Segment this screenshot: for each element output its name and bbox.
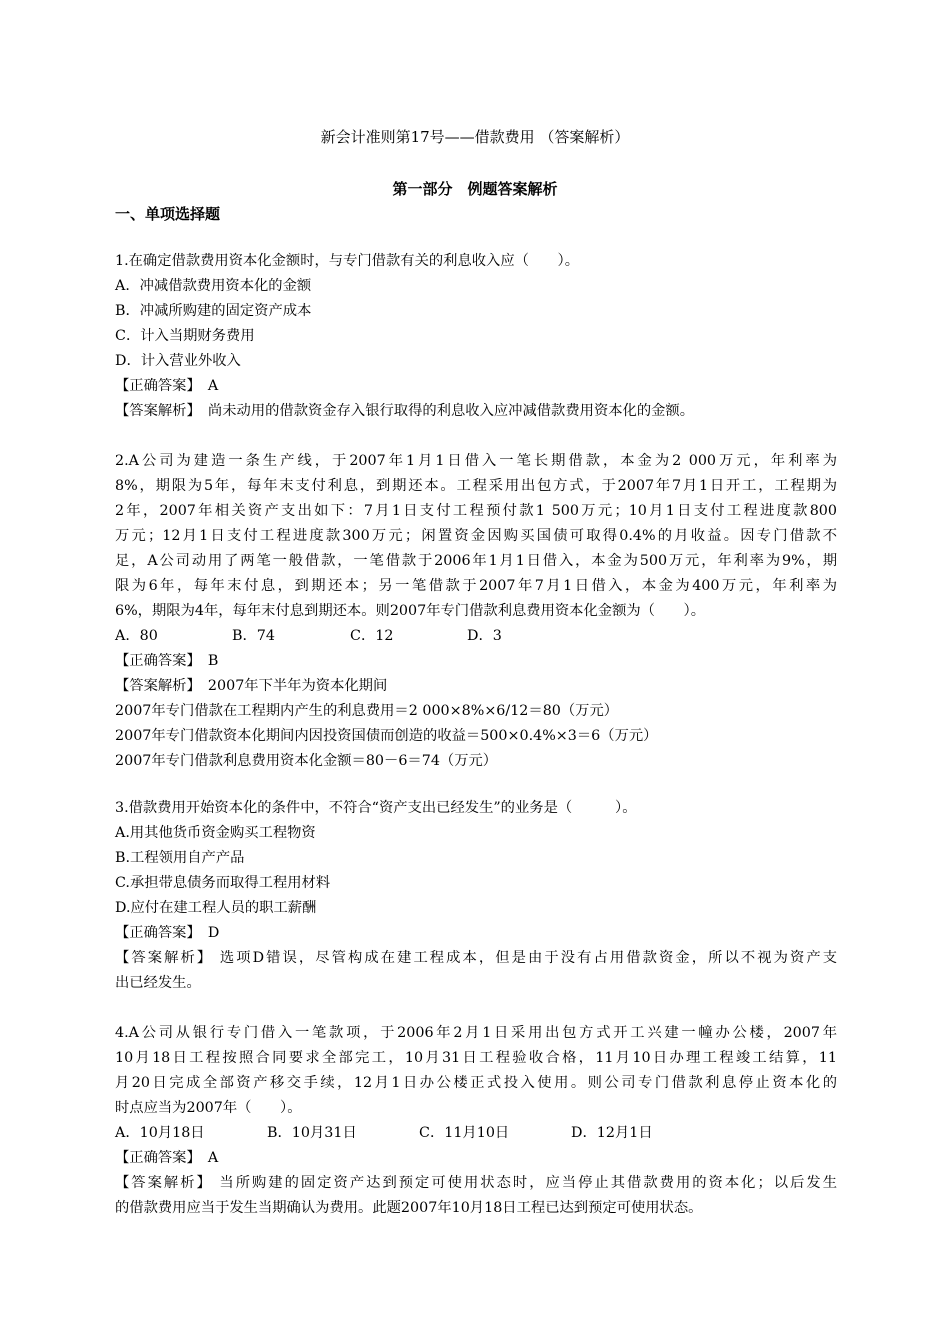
option-d: D.应付在建工程人员的职工薪酬	[115, 900, 317, 916]
correct-answer: 【正确答案】 A	[115, 1150, 219, 1166]
question-stem-line: 6%，期限为4年，每年末付息到期还本。则2007年专门借款利息费用资本化金额为（ ）。	[115, 603, 705, 619]
answer-analysis-line: 2007年专门借款资本化期间内因投资国债而创造的收益＝500×0.4%×3＝6（万元）	[115, 728, 658, 744]
question-stem-line: 时点应当为2007年（ ）。	[115, 1100, 302, 1116]
answer-analysis-line: 2007年专门借款在工程期内产生的利息费用＝2 000×8%×6/12＝80（万元）	[115, 703, 619, 719]
answer-analysis-line: 【答案解析】 2007年下半年为资本化期间	[115, 678, 388, 694]
option-b: B．74	[232, 628, 275, 644]
option-a: A．10月18日	[115, 1125, 205, 1141]
section-title: 一、单项选择题	[115, 205, 221, 223]
question-stem-line: 10月18日工程按照合同要求全部完工，10月31日工程验收合格，11月10日办理工程竣工结算，11	[115, 1050, 837, 1066]
question-stem-line: 8%，期限为5年，每年末支付利息，到期还本。工程采用出包方式，于2007年7月1日开工，工程期为	[115, 478, 837, 494]
question-stem-line: 万元；12月1日支付工程进度款300万元；闲置资金因购买国债可取得0.4%的月收益。因专门借款不	[115, 528, 837, 544]
correct-answer: 【正确答案】 B	[115, 653, 219, 669]
question-stem-line: 2年，2007年相关资产支出如下：7月1日支付工程预付款1 500万元；10月1日支付工程进度款800	[115, 503, 837, 519]
answer-analysis-line: 的借款费用应当于发生当期确认为费用。此题2007年10月18日工程已达到预定可使用状态。	[115, 1200, 703, 1216]
option-d: D．12月1日	[571, 1125, 653, 1141]
answer-analysis-line: 出已经发生。	[115, 975, 201, 991]
option-d: D．3	[467, 628, 502, 644]
question-stem-line: 4.A公司从银行专门借入一笔款项，于2006年2月1日采用出包方式开工兴建一幢办公楼，2007年	[115, 1025, 837, 1041]
question-4	[115, 1021, 837, 1221]
part-title: 第一部分 例题答案解析	[392, 180, 558, 198]
option-b: B．10月31日	[267, 1125, 357, 1141]
option-b: B．冲减所购建的固定资产成本	[115, 303, 312, 319]
option-b: B.工程领用自产产品	[115, 850, 245, 866]
options-row	[115, 1121, 837, 1146]
option-d: D．计入营业外收入	[115, 353, 241, 369]
correct-answer: 【正确答案】 D	[115, 925, 220, 941]
question-stem: 3.借款费用开始资本化的条件中，不符合“资产支出已经发生”的业务是（ ）。	[115, 800, 637, 816]
options-row	[115, 624, 837, 649]
document-title: 新会计准则第17号——借款费用 （答案解析）	[320, 128, 630, 146]
question-1	[115, 249, 837, 424]
option-a: A．冲减借款费用资本化的金额	[115, 278, 312, 294]
option-a: A．80	[115, 628, 158, 644]
option-c: C．计入当期财务费用	[115, 328, 255, 344]
question-stem-line: 月20日完成全部资产移交手续，12月1日办公楼正式投入使用。则公司专门借款利息停止资本化的	[115, 1075, 837, 1091]
option-c: C．11月10日	[419, 1125, 510, 1141]
answer-analysis-line: 2007年专门借款利息费用资本化金额＝80－6＝74（万元）	[115, 753, 498, 769]
option-c: C．12	[350, 628, 394, 644]
question-stem-line: 足，A公司动用了两笔一般借款，一笔借款于2006年1月1日借入，本金为500万元，年利率为9%，期	[115, 553, 837, 569]
answer-analysis-line: 【答案解析】 当所购建的固定资产达到预定可使用状态时，应当停止其借款费用的资本化；以后发生	[115, 1175, 837, 1191]
question-2	[115, 449, 837, 774]
answer-analysis: 【答案解析】 尚未动用的借款资金存入银行取得的利息收入应冲减借款费用资本化的金额。	[115, 403, 695, 419]
answer-analysis-line: 【答案解析】 选项D错误，尽管构成在建工程成本，但是由于没有占用借款资金，所以不视为资产支	[115, 950, 837, 966]
question-stem: 1.在确定借款费用资本化金额时，与专门借款有关的利息收入应（ ）。	[115, 253, 579, 269]
question-stem-line: 限为6年，每年末付息，到期还本；另一笔借款于2007年7月1日借入，本金为400万元，年利率为	[115, 578, 837, 594]
question-stem-line: 2.A公司为建造一条生产线，于2007年1月1日借入一笔长期借款，本金为2 000万元，年利率为	[115, 453, 837, 469]
option-a: A.用其他货币资金购买工程物资	[115, 825, 316, 841]
option-c: C.承担带息债务而取得工程用材料	[115, 875, 331, 891]
correct-answer: 【正确答案】 A	[115, 378, 219, 394]
question-3	[115, 796, 837, 996]
